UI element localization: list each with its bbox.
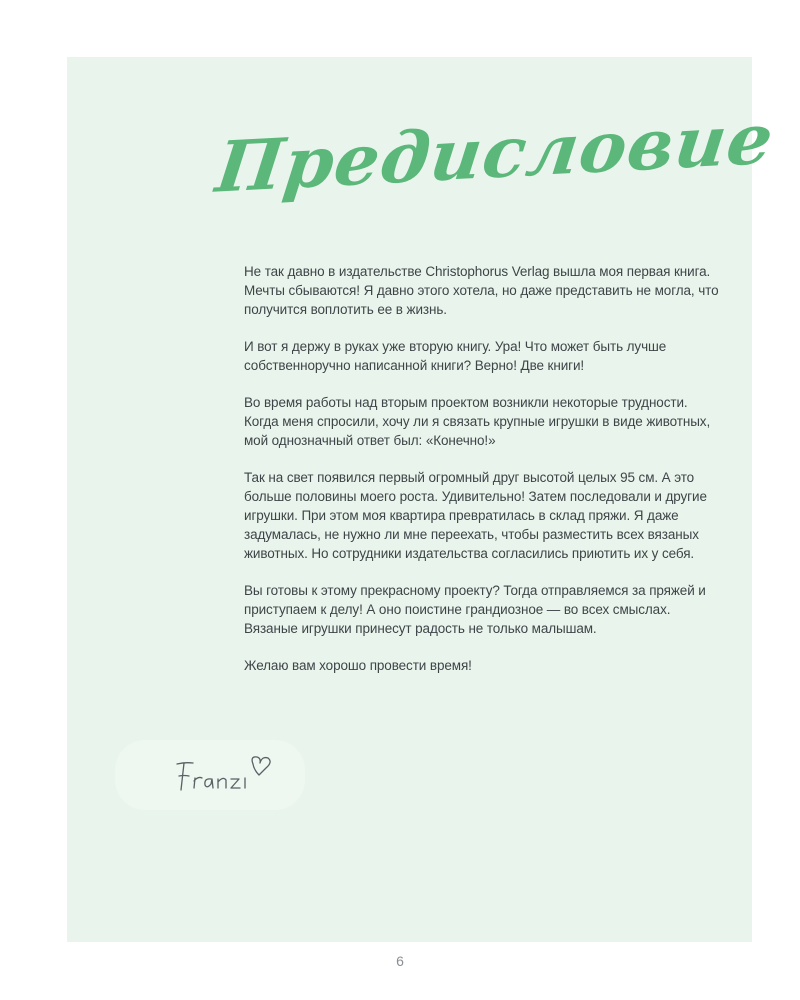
paragraph-4: Так на свет появился первый огромный друг высотой целых 95 см. А это больше половины моего роста. Удивительно! Затем последовали и другие игрушки. При этом моя квартира превратилась в склад пряжи. Я даже задумалась, не нужно ли мне переехать, чтобы разместить всех вязаных животных. Но сотрудники издательства согласились приютить их у себя. — [244, 470, 707, 561]
paragraph-1: Не так давно в издательстве Christophorus Verlag вышла моя первая книга. Мечты сбываются! Я давно этого хотела, но даже представить не могла, что получится воплотить ее в жизнь. — [244, 264, 719, 317]
author-signature — [115, 740, 305, 810]
preface-body — [244, 262, 719, 693]
heart-icon — [252, 757, 270, 775]
signature-drawing — [173, 750, 283, 800]
paragraph-6: Желаю вам хорошо провести время! — [244, 658, 472, 673]
page-title: Предисловие — [211, 96, 779, 209]
paragraph-2: И вот я держу в руках уже вторую книгу. Ура! Что может быть лучше собственноручно написанной книги? Верно! Две книги! — [244, 339, 667, 373]
page-number: 6 — [396, 953, 404, 969]
paragraph-3: Во время работы над вторым проектом возникли некоторые трудности. Когда меня спросили, хочу ли я связать крупные игрушки в виде животных, мой однозначный ответ был: «Конечно!» — [244, 395, 711, 448]
paragraph-5: Вы готовы к этому прекрасному проекту? Тогда отправляемся за пряжей и приступаем к делу! А оно поистине грандиозное — во всех смыслах. Вязаные игрушки принесут радость не только малышам. — [244, 583, 706, 636]
